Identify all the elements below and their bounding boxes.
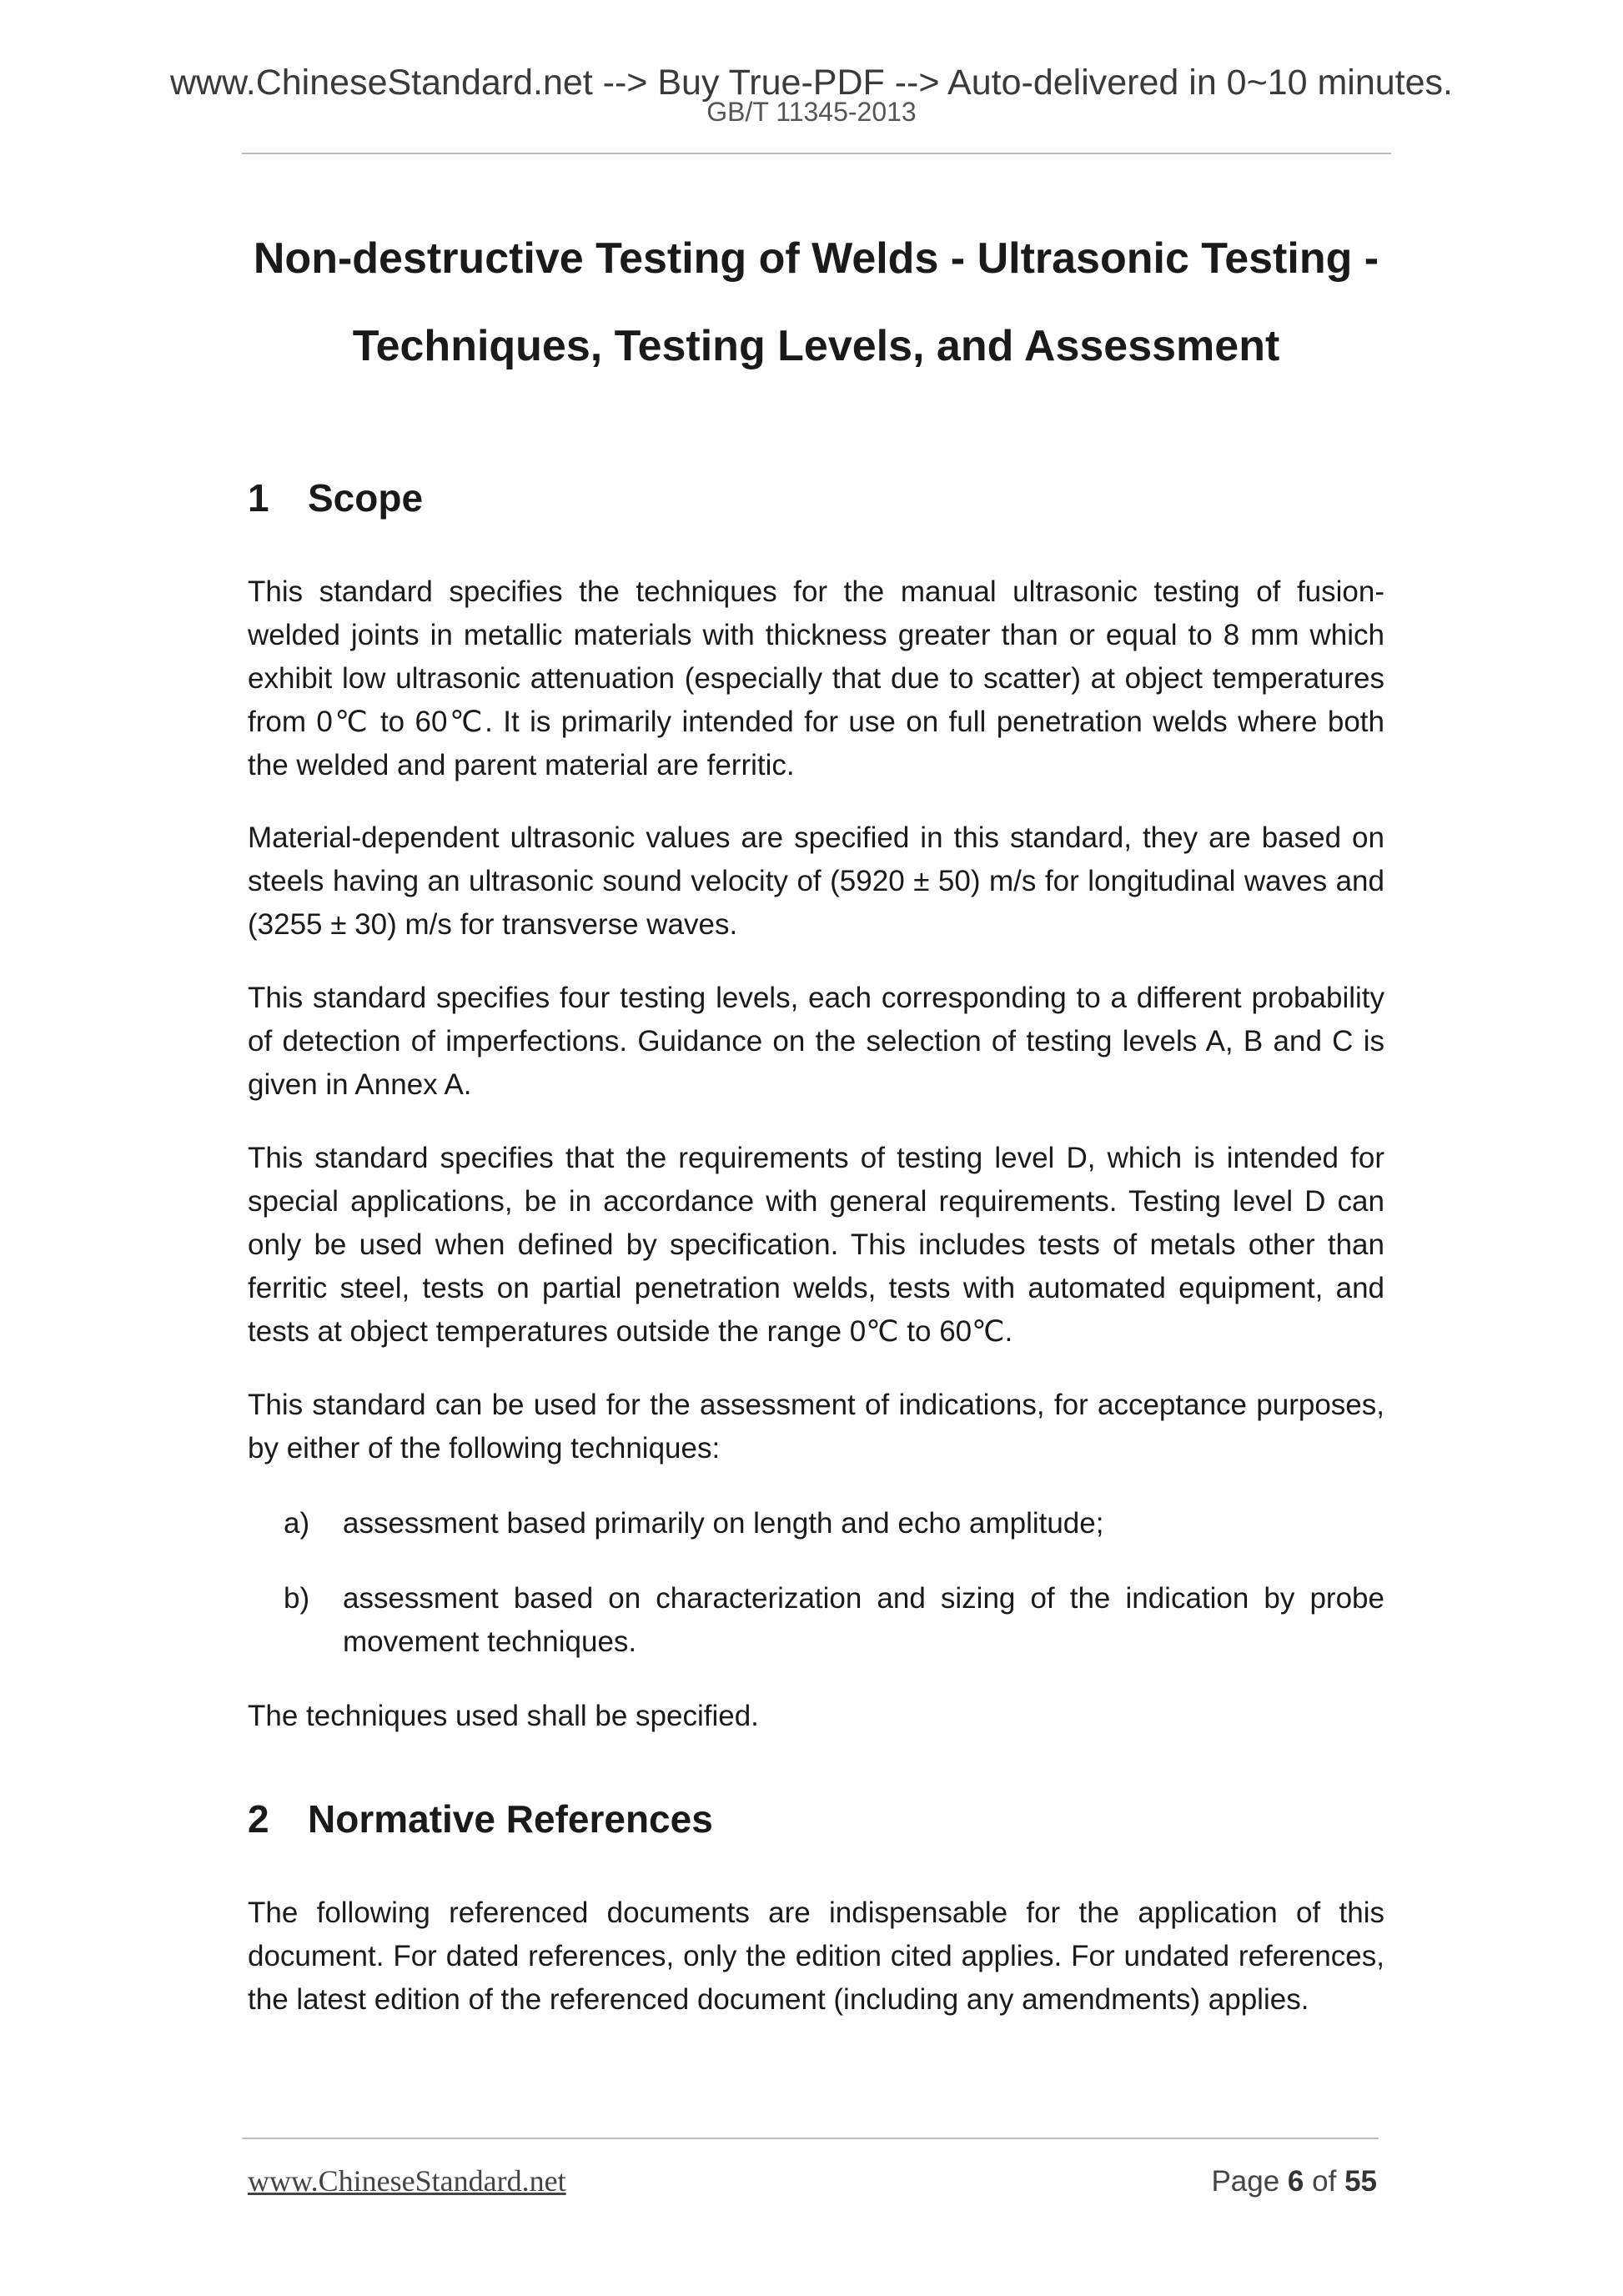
banner-link[interactable]: www.ChineseStandard.net --> Buy True-PDF --> Auto-delivered in 0~10 minutes.: [169, 63, 1453, 103]
footer-divider: [242, 2138, 1379, 2139]
section-1-heading: [248, 476, 424, 520]
list-text: assessment based on characterization and sizing of the indication by probe movement techniques.: [343, 1582, 1384, 1658]
page-of: of: [1312, 2165, 1337, 2198]
page-prefix: Page: [1211, 2165, 1280, 2198]
page-number: [1211, 2167, 1377, 2196]
header-divider: [242, 153, 1391, 154]
scope-closing: The techniques used shall be specified.: [248, 1700, 759, 1732]
footer-link[interactable]: www.ChineseStandard.net: [248, 2164, 566, 2198]
document-title: [248, 215, 1384, 390]
list-marker: b): [284, 1582, 310, 1615]
list-marker: a): [284, 1507, 310, 1540]
scope-paragraph-4: This standard specifies that the requirements of testing level D, which is intended for special applications, be in accordance with general requirements. Testing level D can only be used when defined by specification. This includes tests of metals other than ferritic steel, tests on partial penetration welds, tests with automated equipment, and tests at object temperatures outside the range 0℃ to 60℃.: [248, 1142, 1384, 1348]
section-title: Scope: [308, 476, 424, 520]
section-number: 2: [248, 1797, 269, 1841]
scope-paragraph-3: This standard specifies four testing levels, each corresponding to a different probability of detection of imperfections. Guidance on the selection of testing levels A, B and C is given in Annex A.: [248, 982, 1384, 1101]
references-paragraph: The following referenced documents are indispensable for the application of this document. For dated references, only the edition cited applies. For undated references, the latest edition of the referenced document (including any amendments) applies.: [248, 1897, 1384, 2016]
scope-paragraph-2: Material-dependent ultrasonic values are specified in this standard, they are based on steels having an ultrasonic sound velocity of (5920 ± 50) m/s for longitudinal waves and (3255 ± 30) m/s for transverse waves.: [248, 821, 1384, 941]
list-item: [248, 1577, 1384, 1664]
list-item: [248, 1502, 1384, 1545]
section-number: 1: [248, 476, 269, 520]
scope-paragraph-1: This standard specifies the techniques for the manual ultrasonic testing of fusion-welded joints in metallic materials with thickness greater than or equal to 8 mm which exhibit low ultrasonic attenuation (especially that due to scatter) at object temperatures from 0℃ to 60℃. It is primarily intended for use on full penetration welds where both the welded and parent material are ferritic.: [248, 575, 1384, 781]
page-total: 55: [1344, 2165, 1377, 2198]
section-2-heading: [248, 1797, 713, 1841]
title-line-2: Techniques, Testing Levels, and Assessment: [352, 322, 1280, 370]
scope-paragraph-5: This standard can be used for the assessment of indications, for acceptance purposes, by either of the following techniques:: [248, 1389, 1384, 1465]
standard-code: GB/T 11345-2013: [706, 97, 917, 127]
page-current: 6: [1287, 2165, 1304, 2198]
list-text: assessment based primarily on length and echo amplitude;: [343, 1507, 1104, 1540]
section-title: Normative References: [308, 1797, 713, 1841]
title-line-1: Non-destructive Testing of Welds - Ultrasonic Testing -: [253, 234, 1379, 283]
